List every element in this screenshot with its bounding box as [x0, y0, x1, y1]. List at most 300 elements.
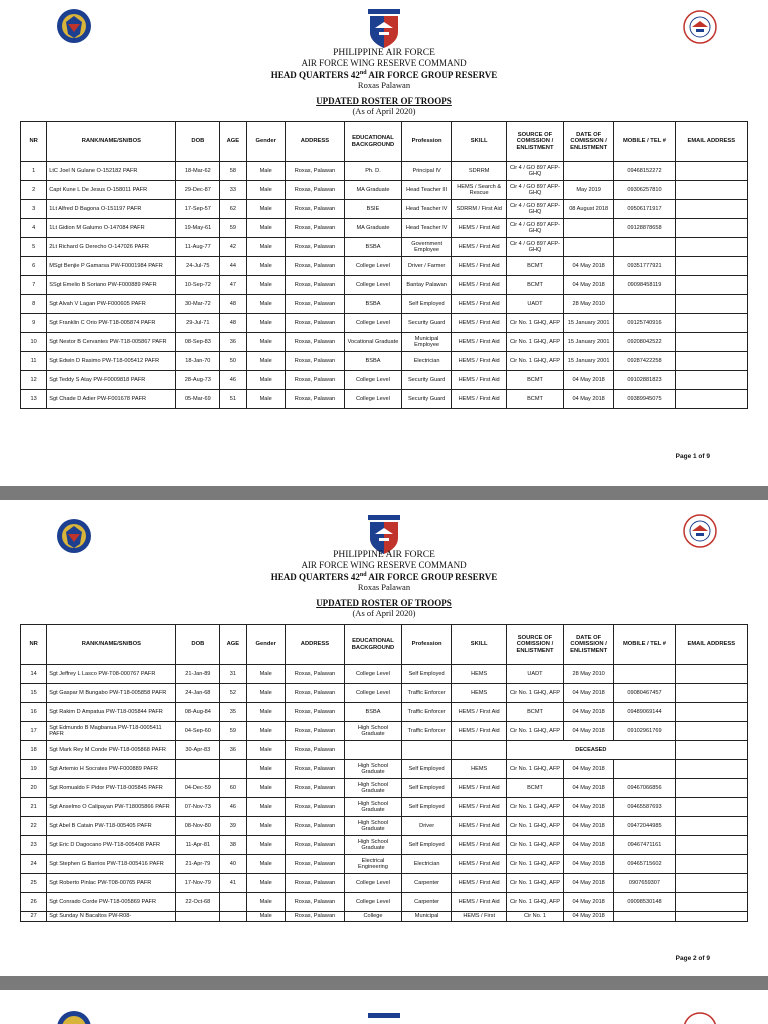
- commission-date-cell: 04 May 2018: [563, 855, 613, 874]
- dob-cell: 29-Jul-71: [176, 314, 220, 333]
- mobile-cell: [614, 912, 675, 922]
- skill-cell: HEMS / First Aid: [452, 333, 507, 352]
- gender-cell: Male: [246, 779, 285, 798]
- profession-cell: Self Employed: [401, 798, 451, 817]
- age-cell: 41: [220, 874, 246, 893]
- address-cell: Roxas, Palawan: [285, 162, 344, 181]
- commission-source-cell: Cir No. 1 GHQ, AFP: [507, 333, 564, 352]
- education-cell: College Level: [345, 371, 402, 390]
- dob-cell: 21-Apr-79: [176, 855, 220, 874]
- gender-cell: Male: [246, 371, 285, 390]
- profession-cell: Traffic Enforcer: [401, 722, 451, 741]
- table-row: [21, 276, 748, 295]
- address-cell: Roxas, Palawan: [285, 760, 344, 779]
- address-cell: Roxas, Palawan: [285, 855, 344, 874]
- gender-cell: Male: [246, 855, 285, 874]
- age-cell: 50: [220, 352, 246, 371]
- age-cell: 33: [220, 181, 246, 200]
- commission-source-cell: Cir No. 1 GHQ, AFP: [507, 798, 564, 817]
- table-row: [21, 855, 748, 874]
- education-cell: College Level: [345, 893, 402, 912]
- group-reserve-emblem-icon: [683, 10, 717, 44]
- skill-cell: HEMS / First Aid: [452, 836, 507, 855]
- commission-source-cell: Cir 4 / GO 897 AFP-GHQ: [507, 238, 564, 257]
- mobile-cell: 09465715602: [614, 855, 675, 874]
- column-header: AGE: [220, 122, 246, 162]
- name-cell: Sgt Chade D Adier PW-F001678 PAFR: [47, 390, 176, 409]
- commission-source-cell: Cir 4 / GO 897 AFP-GHQ: [507, 162, 564, 181]
- address-cell: Roxas, Palawan: [285, 722, 344, 741]
- command-shield-logo-icon: [365, 8, 403, 50]
- unit-name: HEAD QUARTERS 42nd AIR FORCE GROUP RESERVE: [270, 572, 498, 582]
- dob-cell: 19-May-61: [176, 219, 220, 238]
- name-cell: 1Lt Alfred D Bagona O-151197 PAFR: [47, 200, 176, 219]
- email-cell: [675, 741, 747, 760]
- profession-cell: Security Guard: [401, 390, 451, 409]
- mobile-cell: 09465587693: [614, 798, 675, 817]
- column-header: ADDRESS: [285, 122, 344, 162]
- dob-cell: 04-Sep-60: [176, 722, 220, 741]
- email-cell: [675, 722, 747, 741]
- column-header: Profession: [401, 625, 451, 665]
- commission-source-cell: Cir No. 1 GHQ, AFP: [507, 893, 564, 912]
- table-row: [21, 741, 748, 760]
- mobile-cell: 09506171917: [614, 200, 675, 219]
- org-name: PHILIPPINE AIR FORCE: [333, 550, 435, 560]
- nr-cell: 6: [21, 257, 47, 276]
- age-cell: 36: [220, 333, 246, 352]
- commission-date-cell: 04 May 2018: [563, 779, 613, 798]
- gender-cell: Male: [246, 703, 285, 722]
- name-cell: Sgt Stephen G Barrios PW-T18-005416 PAFR: [47, 855, 176, 874]
- address-cell: Roxas, Palawan: [285, 200, 344, 219]
- profession-cell: Self Employed: [401, 665, 451, 684]
- mobile-cell: 09287422258: [614, 352, 675, 371]
- table-row: [21, 352, 748, 371]
- education-cell: College Level: [345, 874, 402, 893]
- profession-cell: Electrician: [401, 352, 451, 371]
- name-cell: Sgt Franklin C Orio PW-T18-005874 PAFR: [47, 314, 176, 333]
- commission-date-cell: 04 May 2018: [563, 798, 613, 817]
- name-cell: Sgt Roberto Pinlac PW-T08-00765 PAFR: [47, 874, 176, 893]
- age-cell: 59: [220, 219, 246, 238]
- column-header: DATE OF COMISSION / ENLISTMENT: [563, 122, 613, 162]
- commission-source-cell: UADT: [507, 665, 564, 684]
- education-cell: High School Graduate: [345, 760, 402, 779]
- dob-cell: 04-Dec-59: [176, 779, 220, 798]
- commission-date-cell: 15 January 2001: [563, 352, 613, 371]
- commission-date-cell: 04 May 2018: [563, 836, 613, 855]
- education-cell: College Level: [345, 276, 402, 295]
- column-header: AGE: [220, 625, 246, 665]
- commission-date-cell: 04 May 2018: [563, 257, 613, 276]
- table-row: [21, 295, 748, 314]
- address-cell: Roxas, Palawan: [285, 276, 344, 295]
- skill-cell: HEMS / First: [452, 912, 507, 922]
- profession-cell: Traffic Enforcer: [401, 684, 451, 703]
- commission-source-cell: Cir No. 1 GHQ, AFP: [507, 817, 564, 836]
- skill-cell: HEMS / Search & Rescue: [452, 181, 507, 200]
- name-cell: Sgt Abel B Catain PW-T18-005405 PAFR: [47, 817, 176, 836]
- name-cell: Sgt Teddy S Atay PW-F0009818 PAFR: [47, 371, 176, 390]
- air-force-reserve-seal-icon: [56, 518, 92, 554]
- address-cell: Roxas, Palawan: [285, 665, 344, 684]
- age-cell: 62: [220, 200, 246, 219]
- email-cell: [675, 817, 747, 836]
- nr-cell: 11: [21, 352, 47, 371]
- name-cell: Sgt Edmundo B Magbanua PW-T18-0005411 PAFR: [47, 722, 176, 741]
- education-cell: Ph. D.: [345, 162, 402, 181]
- mobile-cell: 09351777921: [614, 257, 675, 276]
- education-cell: College Level: [345, 390, 402, 409]
- table-row: [21, 314, 748, 333]
- name-cell: 2Lt Richard G Derecho O-147026 PAFR: [47, 238, 176, 257]
- table-row: [21, 703, 748, 722]
- age-cell: 42: [220, 238, 246, 257]
- column-header: EMAIL ADDRESS: [675, 122, 747, 162]
- skill-cell: HEMS / First Aid: [452, 238, 507, 257]
- skill-cell: [452, 741, 507, 760]
- commission-date-cell: 04 May 2018: [563, 874, 613, 893]
- roster-subtitle: (As of April 2020): [352, 608, 416, 618]
- mobile-cell: 09467066856: [614, 779, 675, 798]
- nr-cell: 26: [21, 893, 47, 912]
- email-cell: [675, 798, 747, 817]
- profession-cell: Head Teacher III: [401, 181, 451, 200]
- commission-source-cell: Cir No. 1 GHQ, AFP: [507, 760, 564, 779]
- profession-cell: Driver: [401, 817, 451, 836]
- commission-source-cell: BCMT: [507, 371, 564, 390]
- table-row: [21, 371, 748, 390]
- profession-cell: Bantay Palawan: [401, 276, 451, 295]
- education-cell: Vocational Graduate: [345, 333, 402, 352]
- table-header-row: [21, 122, 748, 162]
- education-cell: BSBA: [345, 352, 402, 371]
- table-row: [21, 874, 748, 893]
- education-cell: [345, 741, 402, 760]
- commission-source-cell: Cir No. 1 GHQ, AFP: [507, 722, 564, 741]
- age-cell: [220, 760, 246, 779]
- commission-source-cell: Cir No. 1 GHQ, AFP: [507, 855, 564, 874]
- air-force-reserve-seal-icon: [56, 8, 92, 44]
- nr-cell: 1: [21, 162, 47, 181]
- email-cell: [675, 162, 747, 181]
- gender-cell: Male: [246, 295, 285, 314]
- skill-cell: HEMS: [452, 665, 507, 684]
- mobile-cell: 09098530148: [614, 893, 675, 912]
- table-row: [21, 219, 748, 238]
- profession-cell: Municipal: [401, 912, 451, 922]
- education-cell: High School Graduate: [345, 836, 402, 855]
- dob-cell: 22-Oct-68: [176, 893, 220, 912]
- education-cell: College: [345, 912, 402, 922]
- profession-cell: Security Guard: [401, 371, 451, 390]
- column-header: MOBILE / TEL #: [614, 122, 675, 162]
- gender-cell: Male: [246, 760, 285, 779]
- email-cell: [675, 760, 747, 779]
- nr-cell: 24: [21, 855, 47, 874]
- age-cell: 48: [220, 314, 246, 333]
- name-cell: Sgt Artemio H Socrates PW-F000889 PAFR: [47, 760, 176, 779]
- nr-cell: 4: [21, 219, 47, 238]
- name-cell: Sgt Mark Rey M Conde PW-T18-005868 PAFR: [47, 741, 176, 760]
- name-cell: Sgt Rakim D Ampatua PW-T18-005844 PAFR: [47, 703, 176, 722]
- commission-date-cell: 04 May 2018: [563, 722, 613, 741]
- gender-cell: Male: [246, 836, 285, 855]
- table-row: [21, 893, 748, 912]
- gender-cell: Male: [246, 181, 285, 200]
- roster-table: [20, 121, 748, 409]
- mobile-cell: 09128878658: [614, 219, 675, 238]
- address-cell: Roxas, Palawan: [285, 257, 344, 276]
- table-row: [21, 257, 748, 276]
- table-row: [21, 798, 748, 817]
- profession-cell: [401, 741, 451, 760]
- address-cell: Roxas, Palawan: [285, 779, 344, 798]
- skill-cell: HEMS / First Aid: [452, 257, 507, 276]
- skill-cell: HEMS / First Aid: [452, 314, 507, 333]
- education-cell: College Level: [345, 684, 402, 703]
- nr-cell: 22: [21, 817, 47, 836]
- profession-cell: Self Employed: [401, 836, 451, 855]
- commission-date-cell: 04 May 2018: [563, 817, 613, 836]
- age-cell: 58: [220, 162, 246, 181]
- commission-source-cell: BCMT: [507, 703, 564, 722]
- org-name: PHILIPPINE AIR FORCE: [333, 48, 435, 58]
- page-number: Page 2 of 9: [675, 955, 710, 962]
- roster-subtitle: (As of April 2020): [352, 106, 416, 116]
- mobile-cell: 09125740916: [614, 314, 675, 333]
- nr-cell: 17: [21, 722, 47, 741]
- skill-cell: HEMS / First Aid: [452, 352, 507, 371]
- gender-cell: Male: [246, 314, 285, 333]
- profession-cell: Self Employed: [401, 779, 451, 798]
- commission-date-cell: 04 May 2018: [563, 912, 613, 922]
- email-cell: [675, 684, 747, 703]
- address-cell: Roxas, Palawan: [285, 836, 344, 855]
- dob-cell: 08-Nov-80: [176, 817, 220, 836]
- skill-cell: HEMS / First Aid: [452, 779, 507, 798]
- skill-cell: HEMS / First Aid: [452, 276, 507, 295]
- table-header-row: [21, 625, 748, 665]
- commission-source-cell: BCMT: [507, 390, 564, 409]
- nr-cell: 19: [21, 760, 47, 779]
- nr-cell: 14: [21, 665, 47, 684]
- education-cell: College Level: [345, 257, 402, 276]
- dob-cell: 05-Mar-69: [176, 390, 220, 409]
- table-row: [21, 665, 748, 684]
- education-cell: MA Graduate: [345, 219, 402, 238]
- dob-cell: 17-Sep-57: [176, 200, 220, 219]
- address-cell: Roxas, Palawan: [285, 352, 344, 371]
- mobile-cell: [614, 665, 675, 684]
- column-header: Profession: [401, 122, 451, 162]
- profession-cell: Security Guard: [401, 314, 451, 333]
- skill-cell: SDRRM: [452, 162, 507, 181]
- mobile-cell: 09306257810: [614, 181, 675, 200]
- mobile-cell: [614, 295, 675, 314]
- dob-cell: 29-Dec-87: [176, 181, 220, 200]
- mobile-cell: 09472044985: [614, 817, 675, 836]
- gender-cell: Male: [246, 333, 285, 352]
- education-cell: BSIE: [345, 200, 402, 219]
- profession-cell: Self Employed: [401, 295, 451, 314]
- table-row: [21, 162, 748, 181]
- nr-cell: 18: [21, 741, 47, 760]
- education-cell: College Level: [345, 665, 402, 684]
- group-reserve-emblem-icon: [683, 514, 717, 548]
- education-cell: High School Graduate: [345, 817, 402, 836]
- dob-cell: 28-Aug-73: [176, 371, 220, 390]
- column-header: RANK/NAME/SN/BOS: [47, 122, 176, 162]
- nr-cell: 25: [21, 874, 47, 893]
- age-cell: 47: [220, 276, 246, 295]
- table-row: [21, 836, 748, 855]
- name-cell: Sgt Alvah V Lagan PW-F000605 PAFR: [47, 295, 176, 314]
- gender-cell: Male: [246, 874, 285, 893]
- nr-cell: 23: [21, 836, 47, 855]
- table-row: [21, 817, 748, 836]
- email-cell: [675, 874, 747, 893]
- column-header: DOB: [176, 625, 220, 665]
- commission-source-cell: Cir No. 1 GHQ, AFP: [507, 314, 564, 333]
- group-reserve-emblem-icon: [683, 1012, 717, 1024]
- mobile-cell: 09208042522: [614, 333, 675, 352]
- address-cell: Roxas, Palawan: [285, 798, 344, 817]
- education-cell: College Level: [345, 314, 402, 333]
- email-cell: [675, 257, 747, 276]
- table-row: [21, 760, 748, 779]
- unit-name: HEAD QUARTERS 42nd AIR FORCE GROUP RESERVE: [270, 70, 498, 80]
- nr-cell: 15: [21, 684, 47, 703]
- commission-date-cell: [563, 219, 613, 238]
- dob-cell: [176, 912, 220, 922]
- document-page-1: [0, 0, 768, 486]
- table-row: [21, 912, 748, 922]
- skill-cell: HEMS: [452, 684, 507, 703]
- skill-cell: HEMS / First Aid: [452, 855, 507, 874]
- nr-cell: 12: [21, 371, 47, 390]
- address-cell: Roxas, Palawan: [285, 390, 344, 409]
- commission-date-cell: 28 May 2010: [563, 295, 613, 314]
- address-cell: Roxas, Palawan: [285, 893, 344, 912]
- email-cell: [675, 779, 747, 798]
- skill-cell: HEMS: [452, 760, 507, 779]
- command-shield-logo-icon: [365, 1012, 403, 1024]
- age-cell: 46: [220, 798, 246, 817]
- nr-cell: 10: [21, 333, 47, 352]
- address-cell: Roxas, Palawan: [285, 238, 344, 257]
- mobile-cell: [614, 760, 675, 779]
- email-cell: [675, 836, 747, 855]
- commission-date-cell: 08 August 2018: [563, 200, 613, 219]
- profession-cell: Carpenter: [401, 893, 451, 912]
- commission-date-cell: May 2019: [563, 181, 613, 200]
- name-cell: Sgt Nestor B Cervantes PW-T18-005867 PAFR: [47, 333, 176, 352]
- skill-cell: HEMS / First Aid: [452, 893, 507, 912]
- command-name: AIR FORCE WING RESERVE COMMAND: [301, 560, 467, 570]
- email-cell: [675, 314, 747, 333]
- dob-cell: 30-Mar-72: [176, 295, 220, 314]
- age-cell: 60: [220, 779, 246, 798]
- education-cell: BSBA: [345, 238, 402, 257]
- location: Roxas Palawan: [357, 582, 411, 592]
- age-cell: 35: [220, 703, 246, 722]
- column-header: ADDRESS: [285, 625, 344, 665]
- address-cell: Roxas, Palawan: [285, 912, 344, 922]
- nr-cell: 9: [21, 314, 47, 333]
- email-cell: [675, 665, 747, 684]
- location: Roxas Palawan: [357, 80, 411, 90]
- table-row: [21, 200, 748, 219]
- column-header: SKILL: [452, 625, 507, 665]
- commission-source-cell: Cir No. 1 GHQ, AFP: [507, 352, 564, 371]
- email-cell: [675, 200, 747, 219]
- document-page-3: [0, 990, 768, 1024]
- commission-source-cell: Cir 4 / GO 897 AFP-GHQ: [507, 219, 564, 238]
- age-cell: 52: [220, 684, 246, 703]
- gender-cell: Male: [246, 219, 285, 238]
- commission-date-cell: 15 January 2001: [563, 314, 613, 333]
- nr-cell: 2: [21, 181, 47, 200]
- email-cell: [675, 333, 747, 352]
- address-cell: Roxas, Palawan: [285, 703, 344, 722]
- nr-cell: 8: [21, 295, 47, 314]
- commission-source-cell: Cir 4 / GO 897 AFP-GHQ: [507, 181, 564, 200]
- skill-cell: HEMS / First Aid: [452, 390, 507, 409]
- name-cell: MSgt Benjie P Gamarsa PW-F0001984 PAFR: [47, 257, 176, 276]
- profession-cell: Self Employed: [401, 760, 451, 779]
- education-cell: MA Graduate: [345, 181, 402, 200]
- column-header: EMAIL ADDRESS: [675, 625, 747, 665]
- air-force-reserve-seal-icon: [56, 1010, 92, 1024]
- dob-cell: 24-Jul-75: [176, 257, 220, 276]
- gender-cell: Male: [246, 684, 285, 703]
- gender-cell: Male: [246, 893, 285, 912]
- mobile-cell: 0907659307: [614, 874, 675, 893]
- dob-cell: 07-Nov-73: [176, 798, 220, 817]
- column-header: EDUCATIONAL BACKGROUND: [345, 625, 402, 665]
- gender-cell: Male: [246, 257, 285, 276]
- gender-cell: Male: [246, 741, 285, 760]
- skill-cell: HEMS / First Aid: [452, 722, 507, 741]
- commission-date-cell: 04 May 2018: [563, 893, 613, 912]
- name-cell: Sgt Romualdo F Pidor PW-T18-005845 PAFR: [47, 779, 176, 798]
- dob-cell: 17-Nov-79: [176, 874, 220, 893]
- skill-cell: HEMS / First Aid: [452, 295, 507, 314]
- mobile-cell: 09102881823: [614, 371, 675, 390]
- roster-table: [20, 624, 748, 922]
- age-cell: 36: [220, 741, 246, 760]
- age-cell: 38: [220, 836, 246, 855]
- mobile-cell: 09098458119: [614, 276, 675, 295]
- column-header: MOBILE / TEL #: [614, 625, 675, 665]
- email-cell: [675, 703, 747, 722]
- age-cell: 48: [220, 295, 246, 314]
- name-cell: Sgt Jeffrey L Lasco PW-T08-000767 PAFR: [47, 665, 176, 684]
- profession-cell: Government Employee: [401, 238, 451, 257]
- dob-cell: 21-Jan-89: [176, 665, 220, 684]
- education-cell: High School Graduate: [345, 722, 402, 741]
- mobile-cell: 09080467457: [614, 684, 675, 703]
- commission-source-cell: UADT: [507, 295, 564, 314]
- education-cell: BSBA: [345, 703, 402, 722]
- age-cell: [220, 893, 246, 912]
- nr-cell: 13: [21, 390, 47, 409]
- table-row: [21, 722, 748, 741]
- commission-source-cell: BCMT: [507, 276, 564, 295]
- education-cell: BSBA: [345, 295, 402, 314]
